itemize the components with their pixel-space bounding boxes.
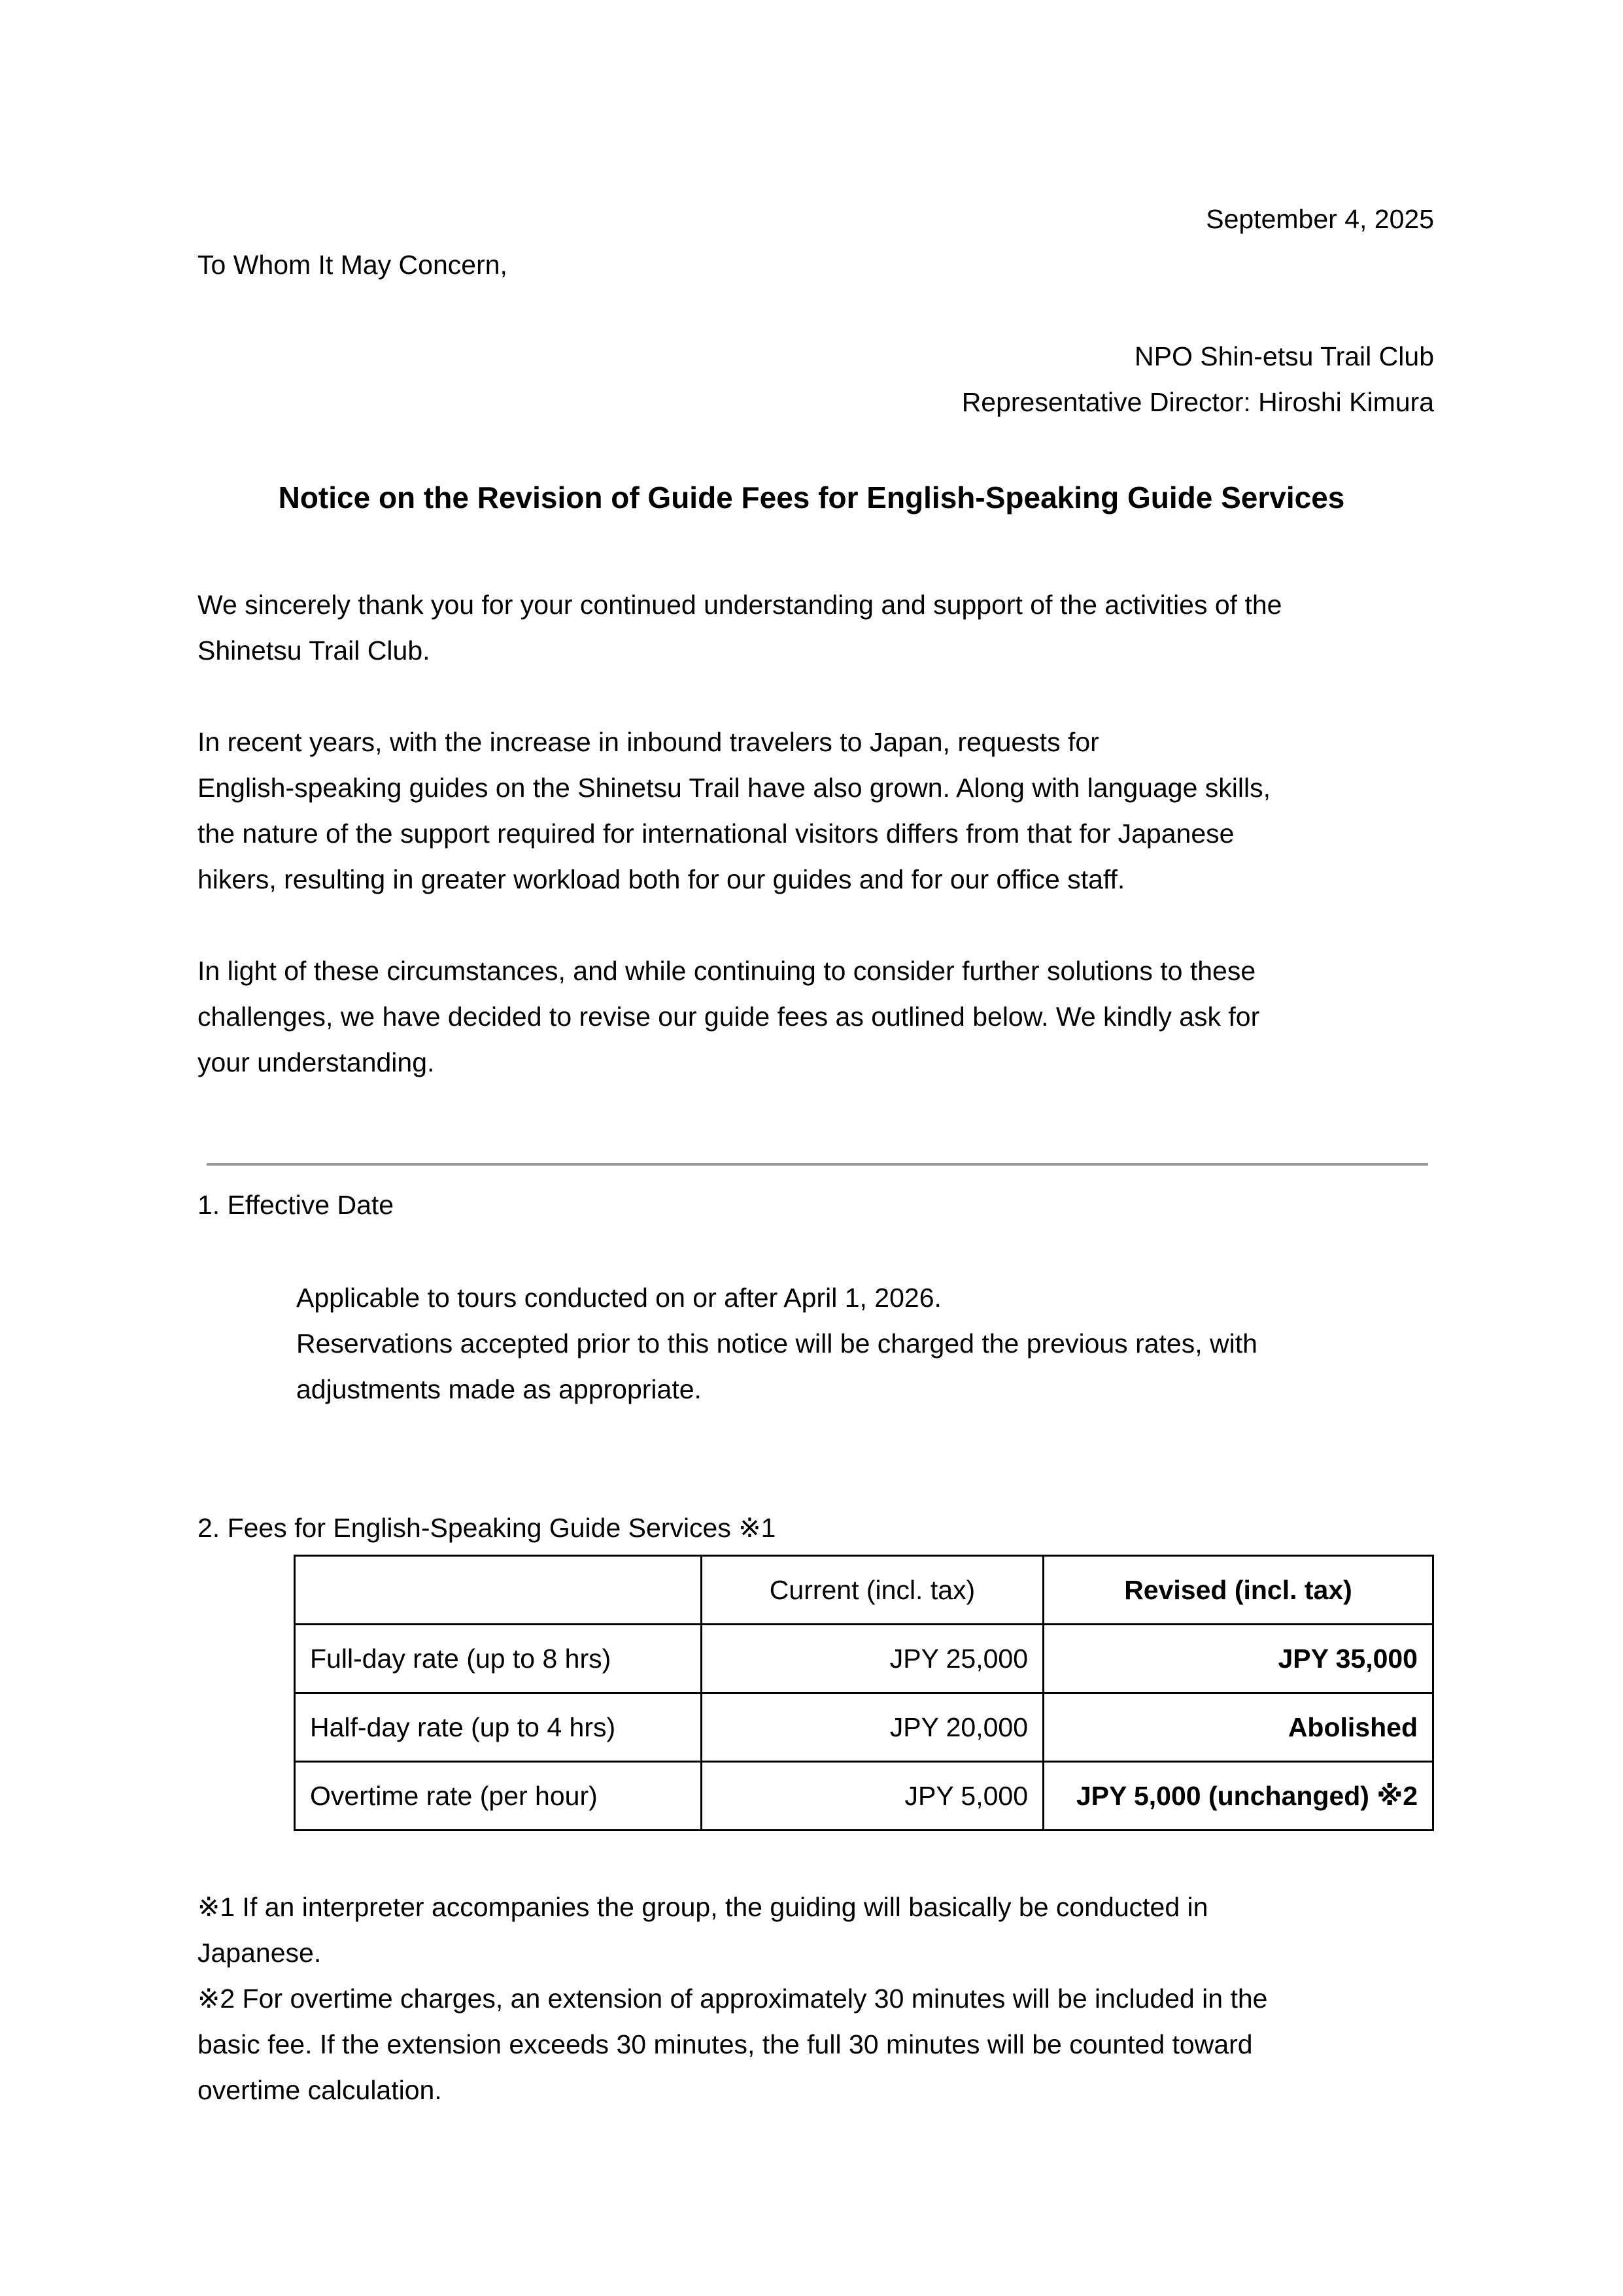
footnote-line: Japanese. <box>197 1938 322 1968</box>
current-fee-cell: JPY 20,000 <box>702 1693 1044 1762</box>
footnote-line: ※1 If an interpreter accompanies the group, the guiding will basically be conducted in <box>197 1892 1208 1922</box>
background-paragraph <box>197 719 1440 902</box>
table-row <box>295 1762 1433 1831</box>
rate-type-cell: Half-day rate (up to 4 hrs) <box>295 1693 702 1762</box>
paragraph-line: hikers, resulting in greater workload both for our guides and for our office staff. <box>197 864 1125 894</box>
revised-fee-cell: JPY 35,000 <box>1044 1625 1433 1693</box>
decision-paragraph <box>197 948 1440 1085</box>
current-fee-cell: JPY 5,000 <box>702 1762 1044 1831</box>
current-fee-cell: JPY 25,000 <box>702 1625 1044 1693</box>
paragraph-line: In recent years, with the increase in inbound travelers to Japan, requests for <box>197 727 1099 757</box>
section1-heading: 1. Effective Date <box>197 1190 394 1220</box>
section1-line: Reservations accepted prior to this notice will be charged the previous rates, with <box>296 1328 1257 1359</box>
table-row <box>295 1693 1433 1762</box>
footnote-line: ※2 For overtime charges, an extension of approximately 30 minutes will be included in the <box>197 1984 1268 2014</box>
organization-name: NPO Shin-etsu Trail Club <box>1134 341 1434 371</box>
paragraph-line: challenges, we have decided to revise our guide fees as outlined below. We kindly ask for <box>197 1002 1260 1032</box>
footnote-line: overtime calculation. <box>197 2075 442 2105</box>
section1-content <box>296 1275 1539 1412</box>
table-header-cell: Revised (incl. tax) <box>1044 1556 1433 1625</box>
section2-heading: 2. Fees for English-Speaking Guide Services ※1 <box>197 1513 776 1543</box>
footnote-1 <box>197 1884 1440 1976</box>
section1-line: adjustments made as appropriate. <box>296 1374 702 1404</box>
document-title: Notice on the Revision of Guide Fees for English-Speaking Guide Services <box>278 481 1345 515</box>
paragraph-line: your understanding. <box>197 1047 435 1077</box>
revised-fee-cell: JPY 5,000 (unchanged) ※2 <box>1044 1762 1433 1831</box>
rate-type-cell: Full-day rate (up to 8 hrs) <box>295 1625 702 1693</box>
representative-name: Representative Director: Hiroshi Kimura <box>961 387 1434 417</box>
intro-paragraph <box>197 582 1440 673</box>
section1-line: Applicable to tours conducted on or after April 1, 2026. <box>296 1283 942 1313</box>
document-date: September 4, 2025 <box>1206 204 1434 234</box>
paragraph-line: Shinetsu Trail Club. <box>197 635 430 666</box>
revised-fee-cell: Abolished <box>1044 1693 1433 1762</box>
table-header-cell <box>295 1556 702 1625</box>
paragraph-line: English-speaking guides on the Shinetsu Trail have also grown. Along with language skills, <box>197 773 1271 803</box>
salutation: To Whom It May Concern, <box>197 250 507 280</box>
horizontal-divider <box>207 1163 1428 1166</box>
table-header-cell: Current (incl. tax) <box>702 1556 1044 1625</box>
table-row <box>295 1625 1433 1693</box>
rate-type-cell: Overtime rate (per hour) <box>295 1762 702 1831</box>
paragraph-line: We sincerely thank you for your continued understanding and support of the activities of the <box>197 590 1282 620</box>
fee-table <box>294 1555 1434 1831</box>
footnote-2 <box>197 1976 1440 2113</box>
paragraph-line: the nature of the support required for international visitors differs from that for Japanese <box>197 819 1235 849</box>
footnote-line: basic fee. If the extension exceeds 30 minutes, the full 30 minutes will be counted toward <box>197 2029 1253 2059</box>
paragraph-line: In light of these circumstances, and while continuing to consider further solutions to these <box>197 956 1256 986</box>
table-header-row <box>295 1556 1433 1625</box>
